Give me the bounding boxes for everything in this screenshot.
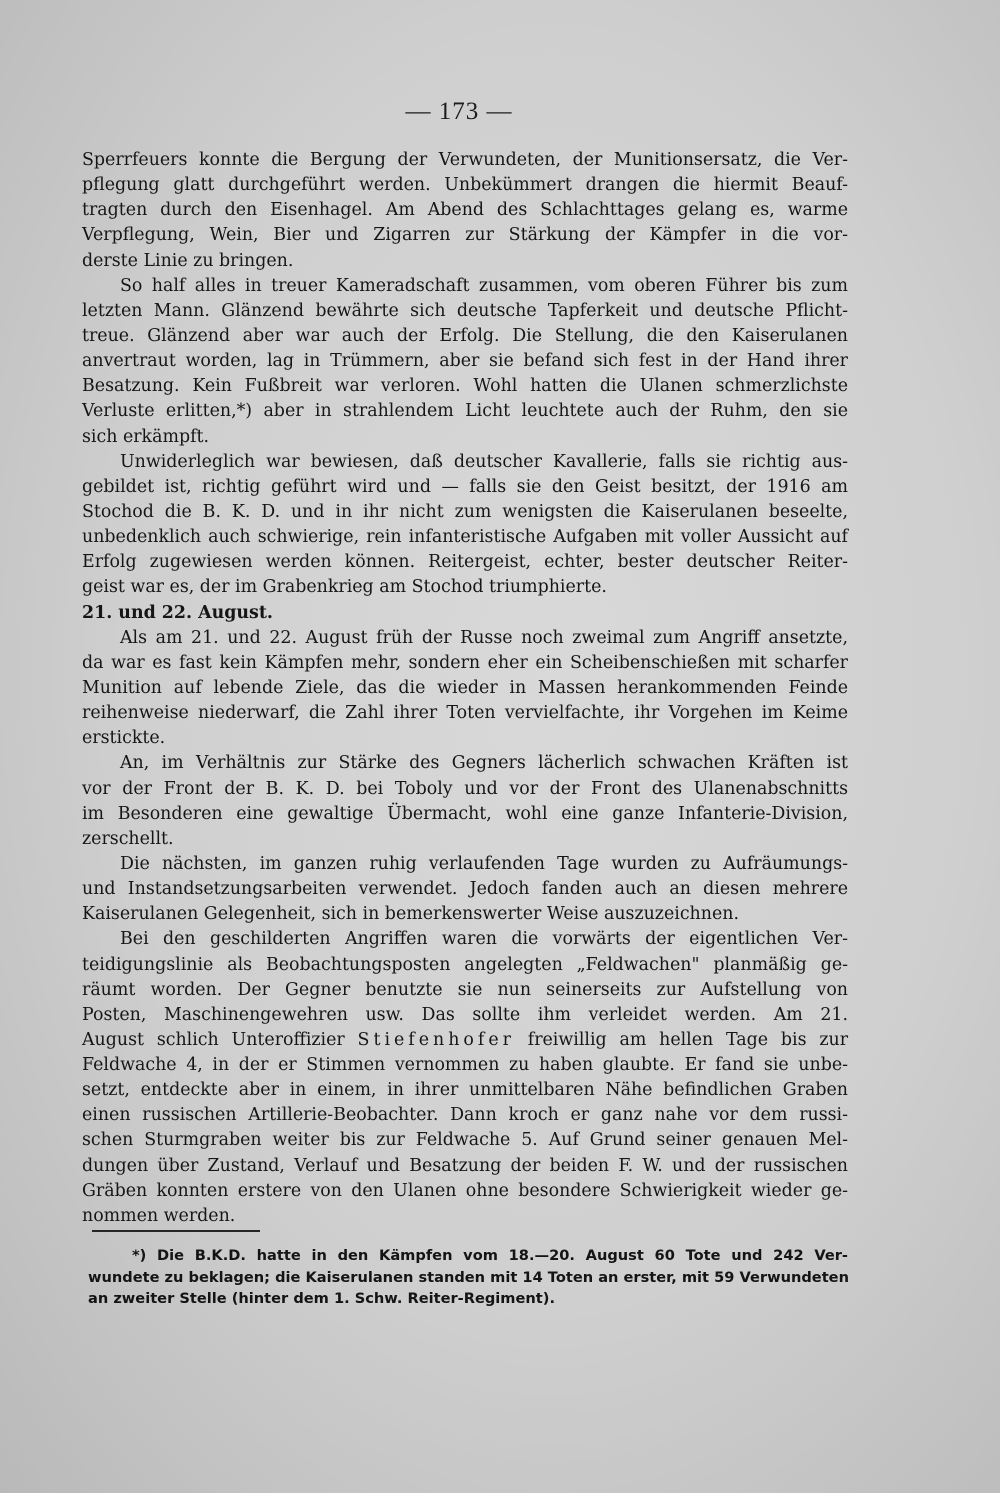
text-line: geist war es, der im Grabenkrieg am Stochod triumphierte. <box>82 577 607 598</box>
text-line: vor der Front der B. K. D. bei Toboly und vor der Front des Ulanenabschnitts <box>82 778 848 799</box>
text-line: Bei den geschilderten Angriffen waren die vorwärts der eigentlichen Ver- <box>120 929 848 950</box>
text-line: schen Sturmgraben weiter bis zur Feldwache 5. Auf Grund seiner genauen Mel- <box>82 1130 848 1151</box>
text-line: dungen über Zustand, Verlauf und Besatzung der beiden F. W. und der russischen <box>82 1155 848 1176</box>
text-line: Kaiserulanen Gelegenheit, sich in bemerkenswerter Weise auszuzeichnen. <box>82 904 739 925</box>
person-name: Stiefenhofer <box>357 1029 515 1050</box>
text-line: Erfolg zugewiesen werden können. Reitergeist, echter, bester deutscher Reiter- <box>82 552 848 573</box>
text-line: erstickte. <box>82 728 166 749</box>
text-line: Gräben konnten erstere von den Ulanen ohne besondere Schwierigkeit wieder ge- <box>82 1180 848 1201</box>
text-line: Unwiderleglich war bewiesen, daß deutscher Kavallerie, falls sie richtig aus- <box>120 451 848 472</box>
text-line: und Instandsetzungsarbeiten verwendet. Jedoch fanden auch an diesen mehrere <box>82 879 848 900</box>
text-line: einen russischen Artillerie-Beobachter. Dann kroch er ganz nahe vor dem russi- <box>82 1105 848 1126</box>
text-line: da war es fast kein Kämpfen mehr, sondern eher ein Scheibenschießen mit scharfer <box>82 652 848 673</box>
page-number: — 173 — <box>405 98 513 125</box>
text-line: gebildet ist, richtig geführt wird und — falls sie den Geist besitzt, der 1916 am <box>82 476 848 497</box>
text-line: Verluste erlitten,*) aber in strahlendem Licht leuchtete auch der Ruhm, den sie <box>82 401 848 422</box>
text-line: teidigungslinie als Beobachtungsposten angelegten „Feldwachen" planmäßig ge- <box>82 954 848 975</box>
text-line: An, im Verhältnis zur Stärke des Gegners lächerlich schwachen Kräften ist <box>120 753 848 774</box>
text-line: tragten durch den Eisenhagel. Am Abend des Schlachttages gelang es, warme <box>82 200 848 221</box>
footnote-divider <box>92 1230 260 1232</box>
text-line: So half alles in treuer Kameradschaft zusammen, vom oberen Führer bis zum <box>120 275 848 296</box>
text-line: Feldwache 4, in der er Stimmen vernommen zu haben glaubte. Er fand sie unbe- <box>82 1055 848 1076</box>
footnote-line: *) Die B.K.D. hatte in den Kämpfen vom 18.—20. August 60 Tote und 242 Ver- <box>132 1247 848 1264</box>
text-line: treue. Glänzend aber war auch der Erfolg. Die Stellung, die den Kaiserulanen <box>82 325 848 346</box>
text-line: Stochod die B. K. D. und in ihr nicht zum wenigsten die Kaiserulanen beseelte, <box>82 501 848 522</box>
footnote-line: wundete zu beklagen; die Kaiserulanen standen mit 14 Toten an erster, mit 59 Verwundeten <box>88 1268 849 1286</box>
text-line <box>82 1028 848 1053</box>
section-heading: 21. und 22. August. <box>82 602 273 623</box>
text-line: setzt, entdeckte aber in einem, in ihrer unmittelbaren Nähe befindlichen Graben <box>82 1080 848 1101</box>
text-line: Sperrfeuers konnte die Bergung der Verwundeten, der Munitionsersatz, die Ver- <box>82 150 848 170</box>
text-line: anvertraut worden, lag in Trümmern, aber sie befand sich fest in der Hand ihrer <box>82 351 848 372</box>
text-line: reihenweise niederwarf, die Zahl ihrer Toten vervielfachte, ihr Vorgehen im Keime <box>82 703 848 724</box>
text-line: unbedenklich auch schwierige, rein infanteristische Aufgaben mit voller Aussicht auf <box>82 527 848 548</box>
text-line: Munition auf lebende Ziele, das die wieder in Massen herankommenden Feinde <box>82 677 848 698</box>
text-line: nommen werden. <box>82 1205 236 1226</box>
text-line: sich erkämpft. <box>82 426 210 447</box>
body-text <box>82 148 848 1229</box>
text-line: im Besonderen eine gewaltige Übermacht, wohl eine ganze Infanterie-Division, <box>82 803 848 824</box>
text-fragment: freiwillig am hellen Tage bis zur <box>514 1029 849 1050</box>
text-line: derste Linie zu bringen. <box>82 250 294 271</box>
text-line: Besatzung. Kein Fußbreit war verloren. Wohl hatten die Ulanen schmerzlichste <box>82 376 848 397</box>
text-line: letzten Mann. Glänzend bewährte sich deutsche Tapferkeit und deutsche Pflicht- <box>82 300 848 321</box>
text-fragment: August schlich Unteroffizier <box>82 1029 358 1050</box>
footnote <box>88 1245 848 1310</box>
text-line: zerschellt. <box>82 828 174 849</box>
text-line: Die nächsten, im ganzen ruhig verlaufenden Tage wurden zu Aufräumungs- <box>120 853 848 874</box>
text-line: räumt worden. Der Gegner benutzte sie nun seinerseits zur Aufstellung von <box>82 979 848 1000</box>
text-line: pflegung glatt durchgeführt werden. Unbekümmert drangen die hiermit Beauf- <box>82 175 848 196</box>
text-line: Als am 21. und 22. August früh der Russe noch zweimal zum Angriff ansetzte, <box>120 627 848 648</box>
footnote-line: an zweiter Stelle (hinter dem 1. Schw. Reiter-Regiment). <box>88 1290 555 1307</box>
text-line: Posten, Maschinengewehren usw. Das sollte ihm verleidet werden. Am 21. <box>82 1004 848 1025</box>
text-line: Verpflegung, Wein, Bier und Zigarren zur Stärkung der Kämpfer in die vor- <box>82 225 848 246</box>
